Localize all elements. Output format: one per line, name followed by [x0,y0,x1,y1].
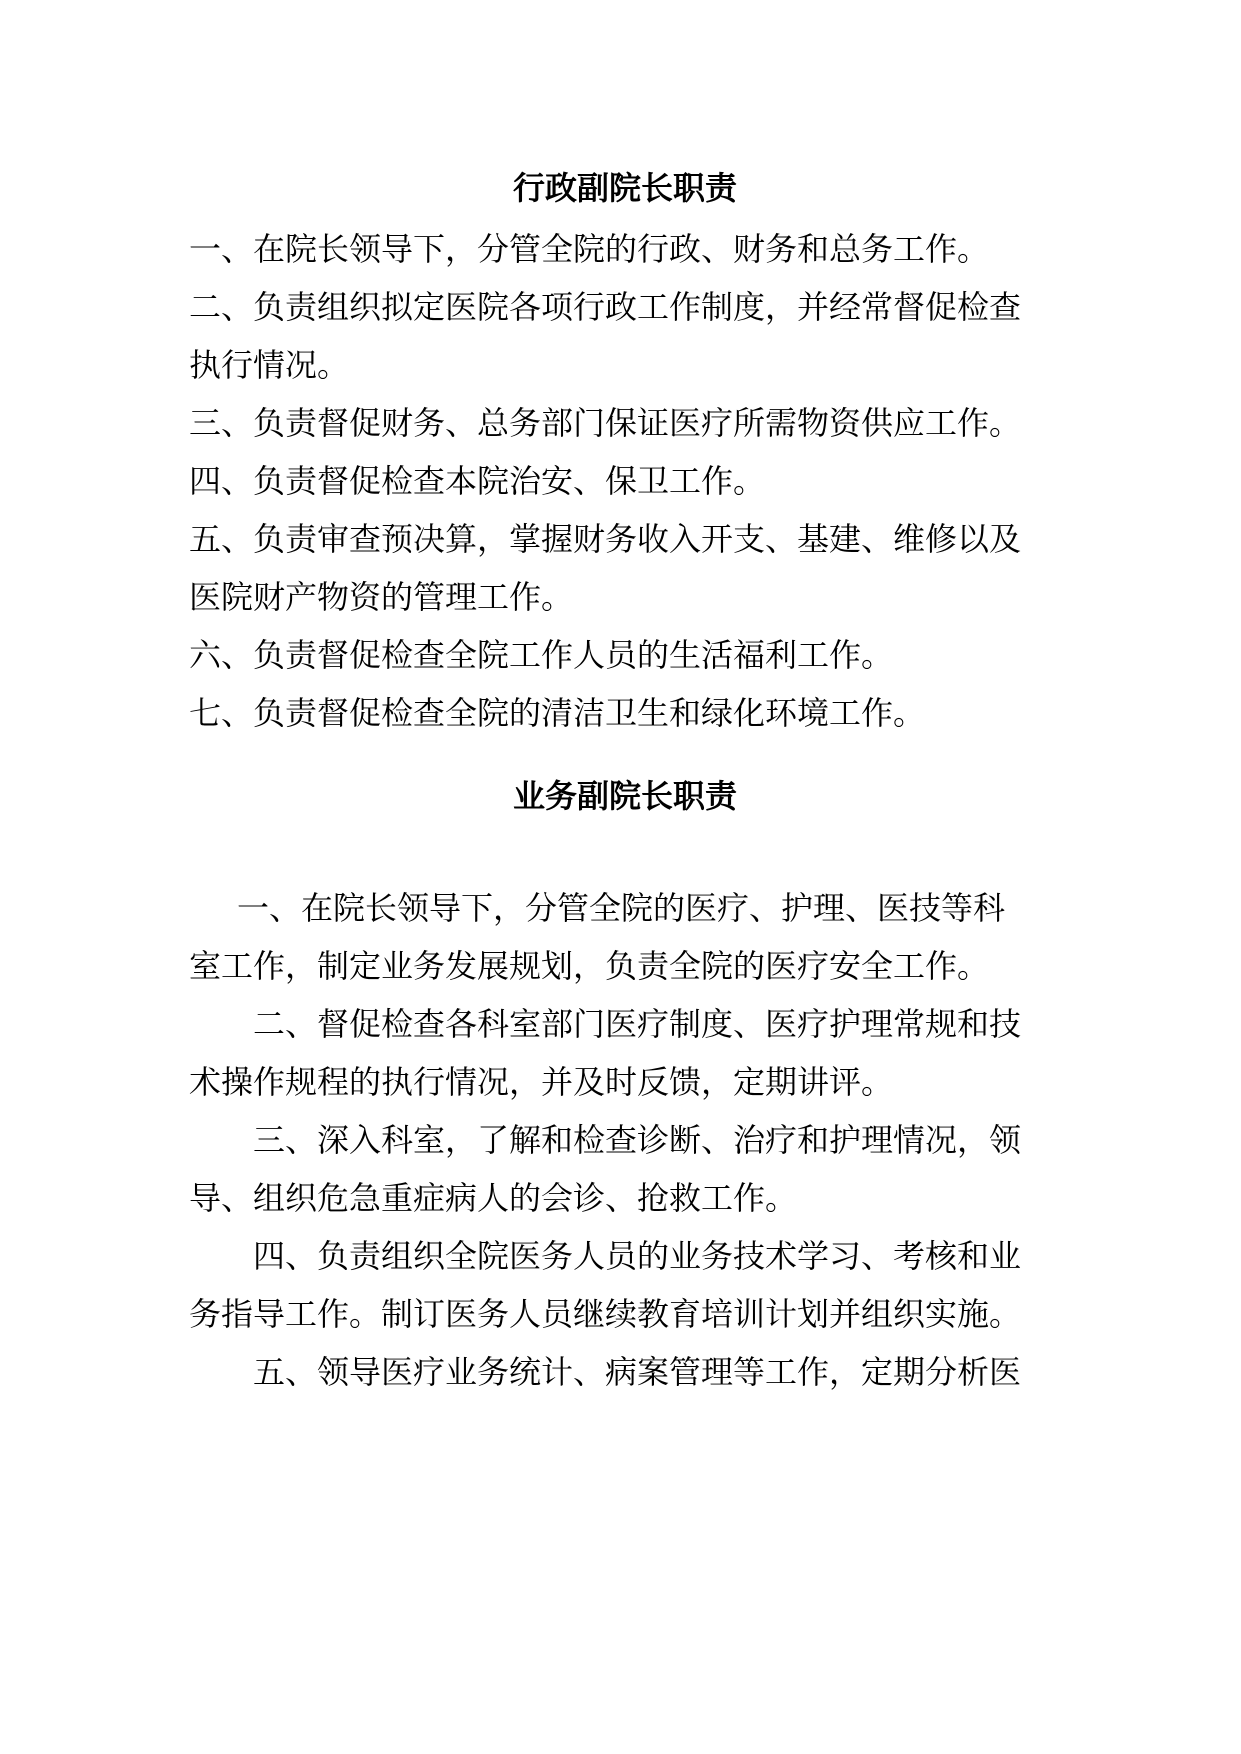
business-duty-line: 四、负责组织全院医务人员的业务技术学习、考核和业 [253,1237,1022,1275]
business-duty-line: 二、督促检查各科室部门医疗制度、医疗护理常规和技 [253,1005,1022,1043]
business-duty-line: 术操作规程的执行情况，并及时反馈，定期讲评。 [189,1063,894,1101]
admin-duty-line: 三、负责督促财务、总务部门保证医疗所需物资供应工作。 [189,404,1022,442]
admin-duty-line: 医院财产物资的管理工作。 [189,578,574,616]
admin-duty-line: 七、负责督促检查全院的清洁卫生和绿化环境工作。 [189,694,926,732]
admin-duty-line: 执行情况。 [189,346,350,384]
business-duty-line: 室工作，制定业务发展规划，负责全院的医疗安全工作。 [189,947,990,985]
business-duty-line: 五、领导医疗业务统计、病案管理等工作，定期分析医 [253,1353,1022,1391]
business-duty-line: 一、在院长领导下，分管全院的医疗、护理、医技等科 [237,889,1006,927]
admin-duty-line: 四、负责督促检查本院治安、保卫工作。 [189,462,766,500]
admin-duty-line: 二、负责组织拟定医院各项行政工作制度，并经常督促检查 [189,288,1022,326]
section-title-business-vice-president: 业务副院长职责 [512,777,737,815]
section-title-admin-vice-president: 行政副院长职责 [512,169,737,207]
business-duty-line: 务指导工作。制订医务人员继续教育培训计划并组织实施。 [189,1295,1022,1333]
admin-duty-line: 五、负责审查预决算，掌握财务收入开支、基建、维修以及 [189,520,1022,558]
admin-duty-line: 一、在院长领导下，分管全院的行政、财务和总务工作。 [189,230,990,268]
business-duty-line: 导、组织危急重症病人的会诊、抢救工作。 [189,1179,798,1217]
admin-duty-line: 六、负责督促检查全院工作人员的生活福利工作。 [189,636,894,674]
business-duty-line: 三、深入科室，了解和检查诊断、治疗和护理情况，领 [253,1121,1022,1159]
